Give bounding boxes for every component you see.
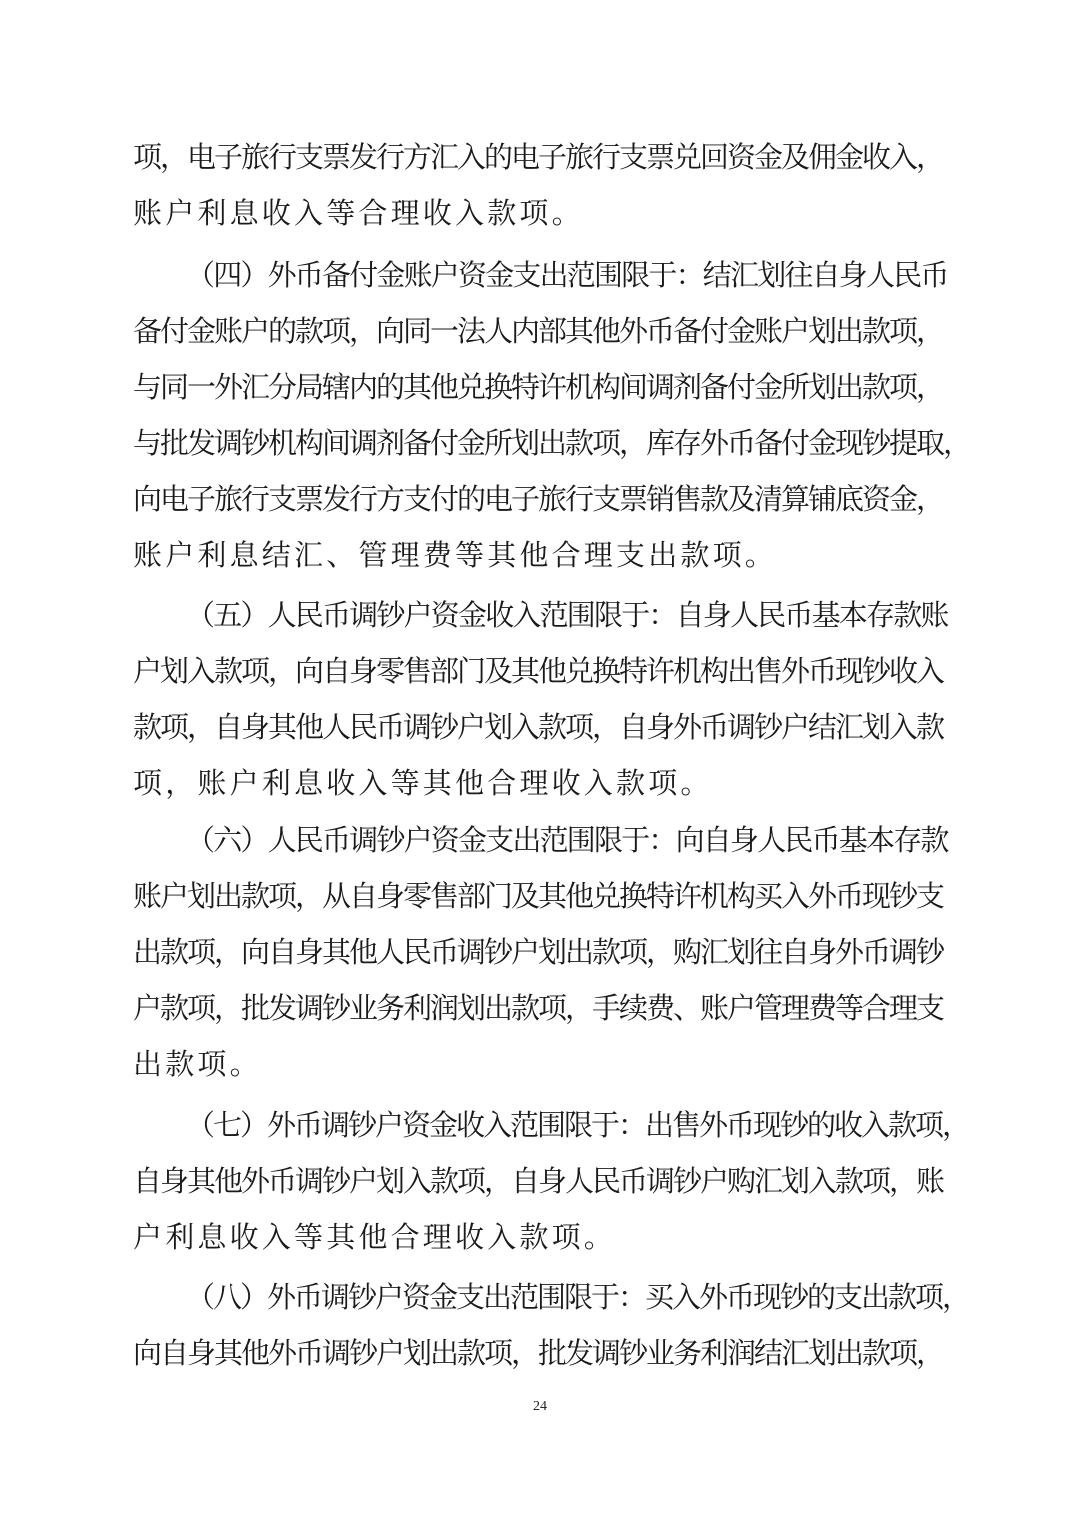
paragraph-start-line: （五）人民币调钞户资金收入范围限于：自身人民币基本存款账 <box>186 598 948 632</box>
paragraph-start-line: （七）外币调钞户资金收入范围限于：出售外币现钞的收入款项， <box>186 1108 970 1142</box>
text-line: 户划入款项，向自身零售部门及其他兑换特许机构出售外币现钞收入 <box>133 654 944 688</box>
text-line: 与批发调钞机构间调剂备付金所划出款项，库存外币备付金现钞提取， <box>133 426 971 460</box>
text-line: 向电子旅行支票发行方支付的电子旅行支票销售款及清算铺底资金， <box>133 482 944 516</box>
text-line: 账户划出款项，从自身零售部门及其他兑换特许机构买入外币现钞支 <box>133 879 944 913</box>
paragraph-start-line: （四）外币备付金账户资金支出范围限于：结汇划往自身人民币 <box>186 258 948 292</box>
text-line: 项，账户利息收入等其他合理收入款项。 <box>133 766 713 800</box>
text-line: 自身其他外币调钞户划入款项，自身人民币调钞户购汇划入款项，账 <box>133 1164 944 1198</box>
text-line: 项，电子旅行支票发行方汇入的电子旅行支票兑回资金及佣金收入， <box>133 140 944 174</box>
text-line: 与同一外汇分局辖内的其他兑换特许机构间调剂备付金所划出款项， <box>133 370 944 404</box>
text-line: 账户利息收入等合理收入款项。 <box>133 196 584 230</box>
text-line: 款项，自身其他人民币调钞户划入款项，自身外币调钞户结汇划入款 <box>133 710 944 744</box>
text-line: 户利息收入等其他合理收入款项。 <box>133 1220 617 1254</box>
text-line: 户款项，批发调钞业务利润划出款项，手续费、账户管理费等合理支 <box>133 991 944 1025</box>
page-number: 24 <box>533 1399 547 1414</box>
text-line: 出款项，向自身其他人民币调钞户划出款项，购汇划往自身外币调钞 <box>133 935 944 969</box>
text-line: 向自身其他外币调钞户划出款项，批发调钞业务利润结汇划出款项， <box>133 1336 944 1370</box>
paragraph-start-line: （八）外币调钞户资金支出范围限于：买入外币现钞的支出款项， <box>186 1280 970 1314</box>
text-line: 账户利息结汇、管理费等其他合理支出款项。 <box>133 538 778 572</box>
text-line: 出款项。 <box>133 1047 262 1081</box>
text-line: 备付金账户的款项，向同一法人内部其他外币备付金账户划出款项， <box>133 314 944 348</box>
paragraph-start-line: （六）人民币调钞户资金支出范围限于：向自身人民币基本存款 <box>186 823 948 857</box>
